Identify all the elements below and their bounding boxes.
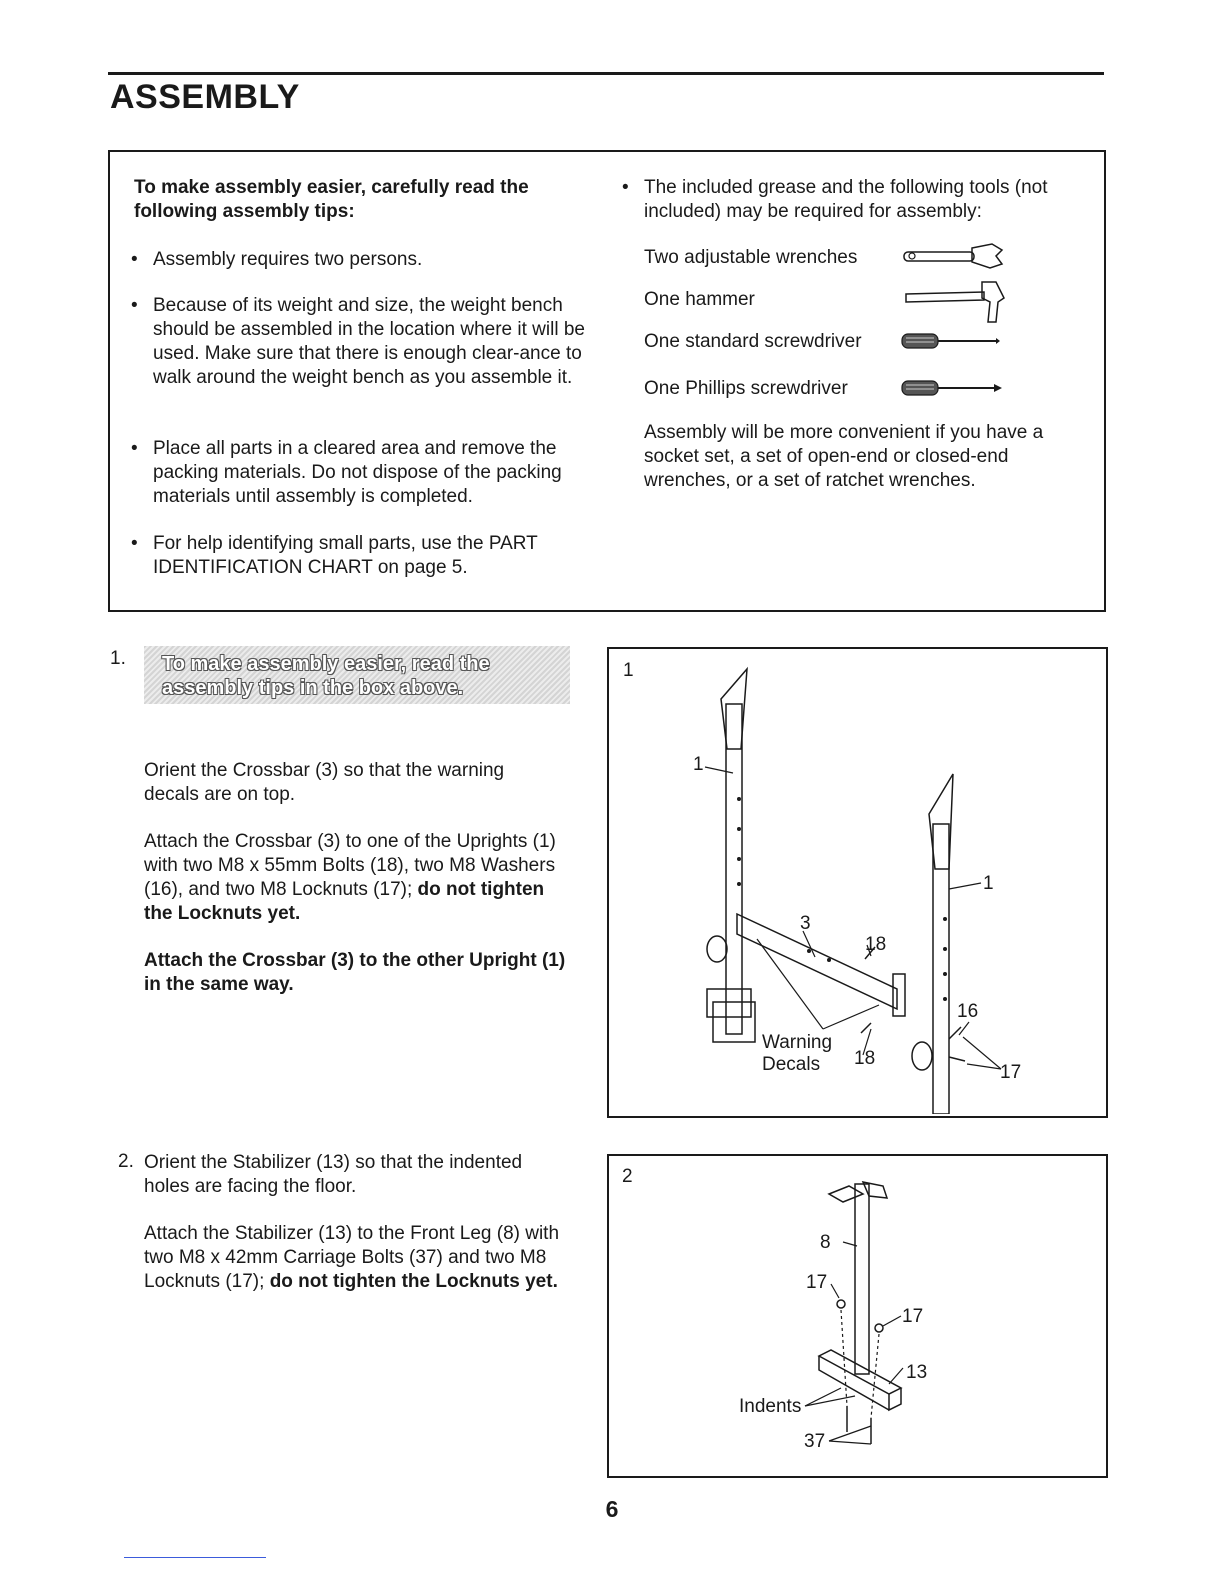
adjustable-wrench-icon [900, 240, 1010, 274]
bullet-icon: • [622, 177, 629, 198]
standard-screwdriver-icon [900, 330, 1010, 354]
page-number: 6 [605, 1496, 619, 1522]
label-locknut: 17 [1000, 1062, 1022, 1083]
step1-orient-text: Orient the Crossbar (3) so that the warning decals are on top. [144, 760, 505, 805]
callout-box [144, 646, 570, 704]
bullet-icon: • [131, 533, 138, 554]
label-locknut-left: 17 [806, 1272, 828, 1293]
label-decals: Decals [762, 1054, 821, 1075]
step-number: 1. [110, 648, 126, 669]
label-bolt-top: 18 [865, 934, 887, 955]
step2-attach-bold: do not tighten the Locknuts yet. [269, 1271, 558, 1292]
step2-attach-text [144, 1222, 564, 1294]
tips-heading: To make assembly easier, carefully read the following assembly tips: [134, 177, 529, 222]
step1-attach-bold: do not tighten the Locknuts yet. [144, 879, 545, 924]
tip-item-text: For help identifying small parts, use the PART IDENTIFICATION CHART on page 5. [153, 533, 538, 578]
bullet-icon: • [131, 295, 138, 316]
tools-intro-text: The included grease and the following tools (not included) may be required for assembly: [644, 177, 1048, 222]
tip-item-text: Place all parts in a cleared area and remove the packing materials. Do not dispose of the packing materials until assembly is completed. [153, 438, 562, 507]
header-rule [108, 72, 1104, 75]
step2-attach-plain: Attach the Stabilizer (13) to the Front Leg (8) with two M8 x 42mm Carriage Bolts (37) and two M8 Locknuts (17); [144, 1223, 560, 1292]
tip-item [131, 248, 593, 272]
bullet-icon: • [131, 249, 138, 270]
figure-number: 1 [623, 660, 634, 681]
tool-label-wrenches: Two adjustable wrenches [644, 247, 858, 268]
label-front-leg: 8 [820, 1232, 831, 1253]
tip-item [131, 294, 593, 390]
tool-label-hammer: One hammer [644, 289, 755, 310]
tools-note: Assembly will be more convenient if you have a socket set, a set of open-end or closed-end wrenches, or a set of ratchet wrenches. [644, 422, 1044, 491]
tip-item [131, 532, 593, 580]
bullet-icon: • [131, 438, 138, 459]
step2-orient-text: Orient the Stabilizer (13) so that the indented holes are facing the floor. [144, 1152, 523, 1197]
figure-number: 2 [622, 1166, 633, 1187]
label-bolt-bottom: 18 [854, 1048, 876, 1069]
label-upright-right: 1 [983, 873, 994, 894]
callout-text: To make assembly easier, read the assembly tips in the box above. [162, 653, 490, 699]
tool-label-phillips-screwdriver: One Phillips screwdriver [644, 378, 848, 399]
label-crossbar: 3 [800, 913, 811, 934]
step1-attach-text [144, 830, 564, 926]
label-warning: Warning [762, 1032, 833, 1053]
page-title: ASSEMBLY [110, 78, 300, 116]
tip-item-text: Because of its weight and size, the weight bench should be assembled in the location where it will be used. Make sure that there is enough clear-ance to walk around the weight bench as you assemble it. [153, 295, 585, 388]
label-upright-left: 1 [693, 754, 704, 775]
step1-attach-plain: Attach the Crossbar (3) to one of the Uprights (1) with two M8 x 55mm Bolts (18), two M8 Washers (16), and two M8 Locknuts (17); [144, 831, 556, 900]
label-carriage-bolt: 37 [804, 1431, 826, 1452]
tool-label-standard-screwdriver: One standard screwdriver [644, 331, 862, 352]
tip-item [131, 437, 593, 509]
step1-repeat-text: Attach the Crossbar (3) to the other Upright (1) in the same way. [144, 950, 566, 995]
footer-line [124, 1557, 266, 1558]
figure-2-diagram [609, 1156, 1104, 1472]
phillips-screwdriver-icon [900, 377, 1010, 401]
label-washer: 16 [957, 1001, 979, 1022]
step-number: 2. [118, 1151, 134, 1172]
tip-item-text: Assembly requires two persons. [153, 249, 423, 270]
label-stabilizer: 13 [906, 1362, 928, 1383]
label-indents: Indents [739, 1396, 802, 1417]
hammer-icon [900, 278, 1010, 324]
figure-1-diagram [609, 649, 1104, 1114]
tools-intro [622, 176, 1084, 224]
label-locknut-right: 17 [902, 1306, 924, 1327]
